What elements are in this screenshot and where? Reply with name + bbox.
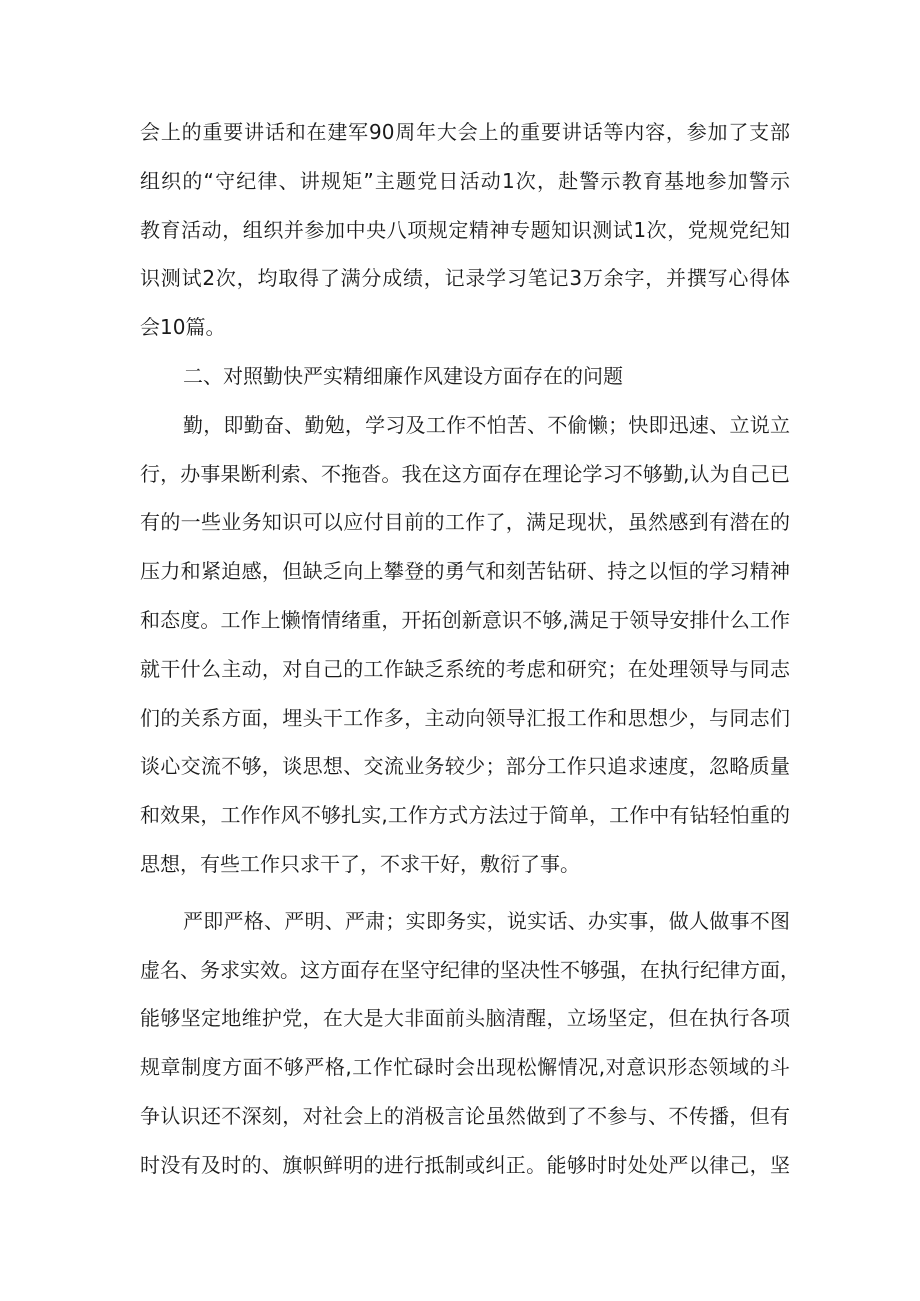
text-line: 思想，有些工作只求干了，不求干好，敷衍了事。 <box>140 851 580 876</box>
paragraph-qin-kuai <box>140 401 790 889</box>
text-line: 和效果，工作作风不够扎实,工作方式方法过于简单，工作中有钻轻怕重的 <box>140 803 790 828</box>
text-line: 规章制度方面不够严格,工作忙碌时会出现松懈情况,对意识形态领域的斗 <box>140 1055 790 1080</box>
text-line: 识测试2次，均取得了满分成绩，记录学习笔记3万余字，并撰写心得体 <box>140 266 790 291</box>
paragraph-spacer <box>140 889 790 897</box>
section-heading <box>140 352 790 401</box>
text-line: 有的一些业务知识可以应付目前的工作了，满足现状，虽然感到有潜在的 <box>140 510 790 535</box>
text-line: 压力和紧迫感，但缺乏向上攀登的勇气和刻苦钻研、持之以恒的学习精神 <box>140 559 790 584</box>
text-line: 们的关系方面，埋头干工作多，主动向领导汇报工作和思想少，与同志们 <box>140 705 790 730</box>
text-line: 时没有及时的、旗帜鲜明的进行抵制或纠正。能够时时处处严以律己，坚 <box>140 1152 790 1177</box>
text-line: 会10篇。 <box>140 315 226 340</box>
document-body <box>140 108 800 1190</box>
text-line: 就干什么主动，对自己的工作缺乏系统的考虑和研究；在处理领导与同志 <box>140 656 790 681</box>
paragraph-yan-shi <box>140 897 800 1190</box>
text-line: 和态度。工作上懒惰情绪重，开拓创新意识不够,满足于领导安排什么工作 <box>140 607 790 632</box>
text-line: 教育活动，组织并参加中央八项规定精神专题知识测试1次，党规党纪知 <box>140 217 790 242</box>
text-line: 勤，即勤奋、勤勉，学习及工作不怕苦、不偷懒；快即迅速、立说立 <box>183 412 790 437</box>
section-heading-text: 二、对照勤快严实精细廉作风建设方面存在的问题 <box>183 363 623 388</box>
text-line: 严即严格、严明、严肃；实即务实，说实话、办实事，做人做事不图 <box>183 908 790 933</box>
text-line: 能够坚定地维护党，在大是大非面前头脑清醒，立场坚定，但在执行各项 <box>140 1006 790 1031</box>
text-line: 会上的重要讲话和在建军90周年大会上的重要讲话等内容，参加了支部 <box>140 120 790 144</box>
text-line: 虚名、务求实效。这方面存在坚守纪律的坚决性不够强，在执行纪律方面， <box>140 957 800 982</box>
text-line: 谈心交流不够，谈思想、交流业务较少；部分工作只追求速度，忽略质量 <box>140 754 790 779</box>
text-line: 组织的“守纪律、讲规矩”主题党日活动1次，赴警示教育基地参加警示 <box>140 168 790 193</box>
text-line: 行，办事果断利索、不拖沓。我在这方面存在理论学习不够勤,认为自己已 <box>140 461 790 486</box>
text-line: 争认识还不深刻，对社会上的消极言论虽然做到了不参与、不传播，但有 <box>140 1103 790 1128</box>
paragraph-study-summary <box>140 108 790 352</box>
